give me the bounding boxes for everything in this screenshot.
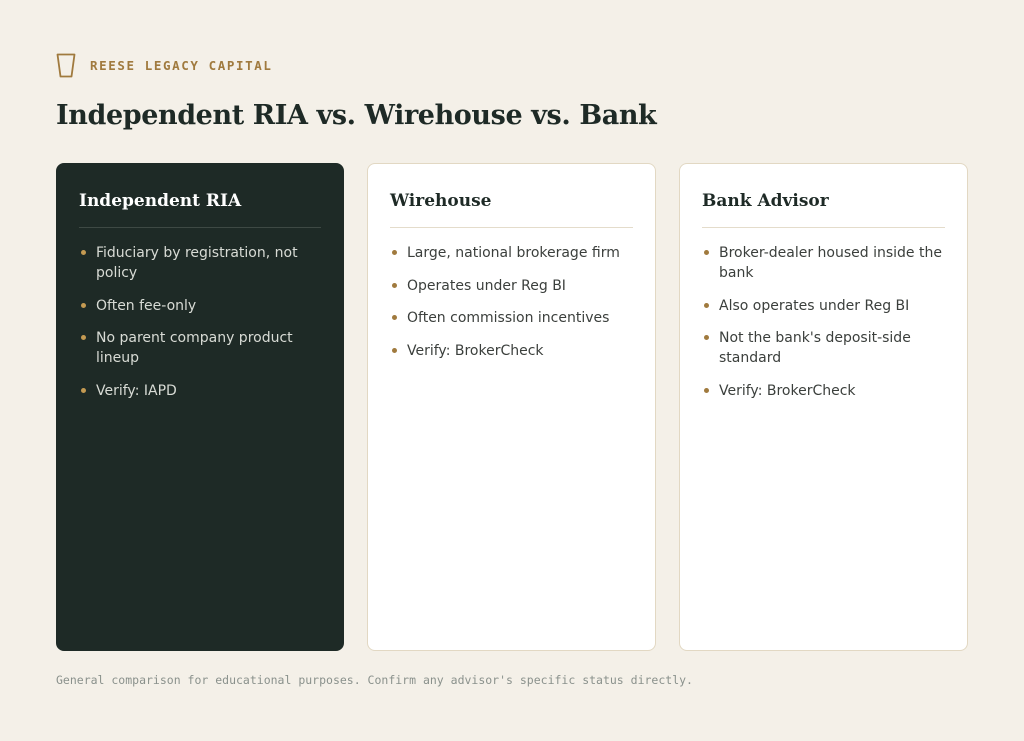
list-item-text: Often commission incentives [407,310,610,326]
brand-name: REESE LEGACY CAPITAL [90,58,273,73]
bullet-icon [81,303,86,308]
comparison-cards [56,163,968,651]
list-item-text: Not the bank's deposit-side standard [719,330,911,366]
list-item [79,296,321,316]
list-item-text: Verify: IAPD [96,382,177,399]
list-item-text: Fiduciary by registration, not policy [96,245,298,281]
list-item-text: Operates under Reg BI [407,277,566,294]
bullet-icon [392,250,397,255]
page-title: Independent RIA vs. Wirehouse vs. Bank [56,100,657,131]
list-item-text: Verify: BrokerCheck [407,342,544,359]
brand [56,53,273,78]
list-item [702,328,945,368]
card-list [390,243,633,361]
card-wirehouse [367,163,656,651]
list-item [702,296,945,316]
card-title: Independent RIA [79,189,321,228]
list-item-text: No parent company product lineup [96,330,293,366]
card-list [702,243,945,401]
bullet-icon [81,388,86,393]
bullet-icon [704,388,709,393]
list-item [390,243,633,263]
card-bank-advisor [679,163,968,651]
list-item [702,381,945,401]
footnote: General comparison for educational purposes. Confirm any advisor's specific status directly. [56,673,693,687]
card-independent-ria [56,163,344,651]
list-item [390,341,633,361]
list-item [390,308,633,328]
list-item [79,328,321,368]
list-item [79,243,321,283]
list-item-text: Verify: BrokerCheck [719,382,856,399]
list-item-text: Also operates under Reg BI [719,297,910,314]
list-item-text: Broker-dealer housed inside the bank [719,245,942,281]
card-list [79,243,321,401]
bullet-icon [392,315,397,320]
card-title: Bank Advisor [702,189,945,228]
list-item-text: Large, national brokerage firm [407,245,620,261]
bullet-icon [392,348,397,353]
bullet-icon [392,283,397,288]
bullet-icon [704,250,709,255]
list-item [79,381,321,401]
card-title: Wirehouse [390,189,633,228]
list-item [390,276,633,296]
bullet-icon [704,335,709,340]
bullet-icon [81,250,86,255]
bullet-icon [704,303,709,308]
list-item [702,243,945,283]
bullet-icon [81,335,86,340]
tumbler-icon [56,53,76,78]
list-item-text: Often fee-only [96,297,197,314]
